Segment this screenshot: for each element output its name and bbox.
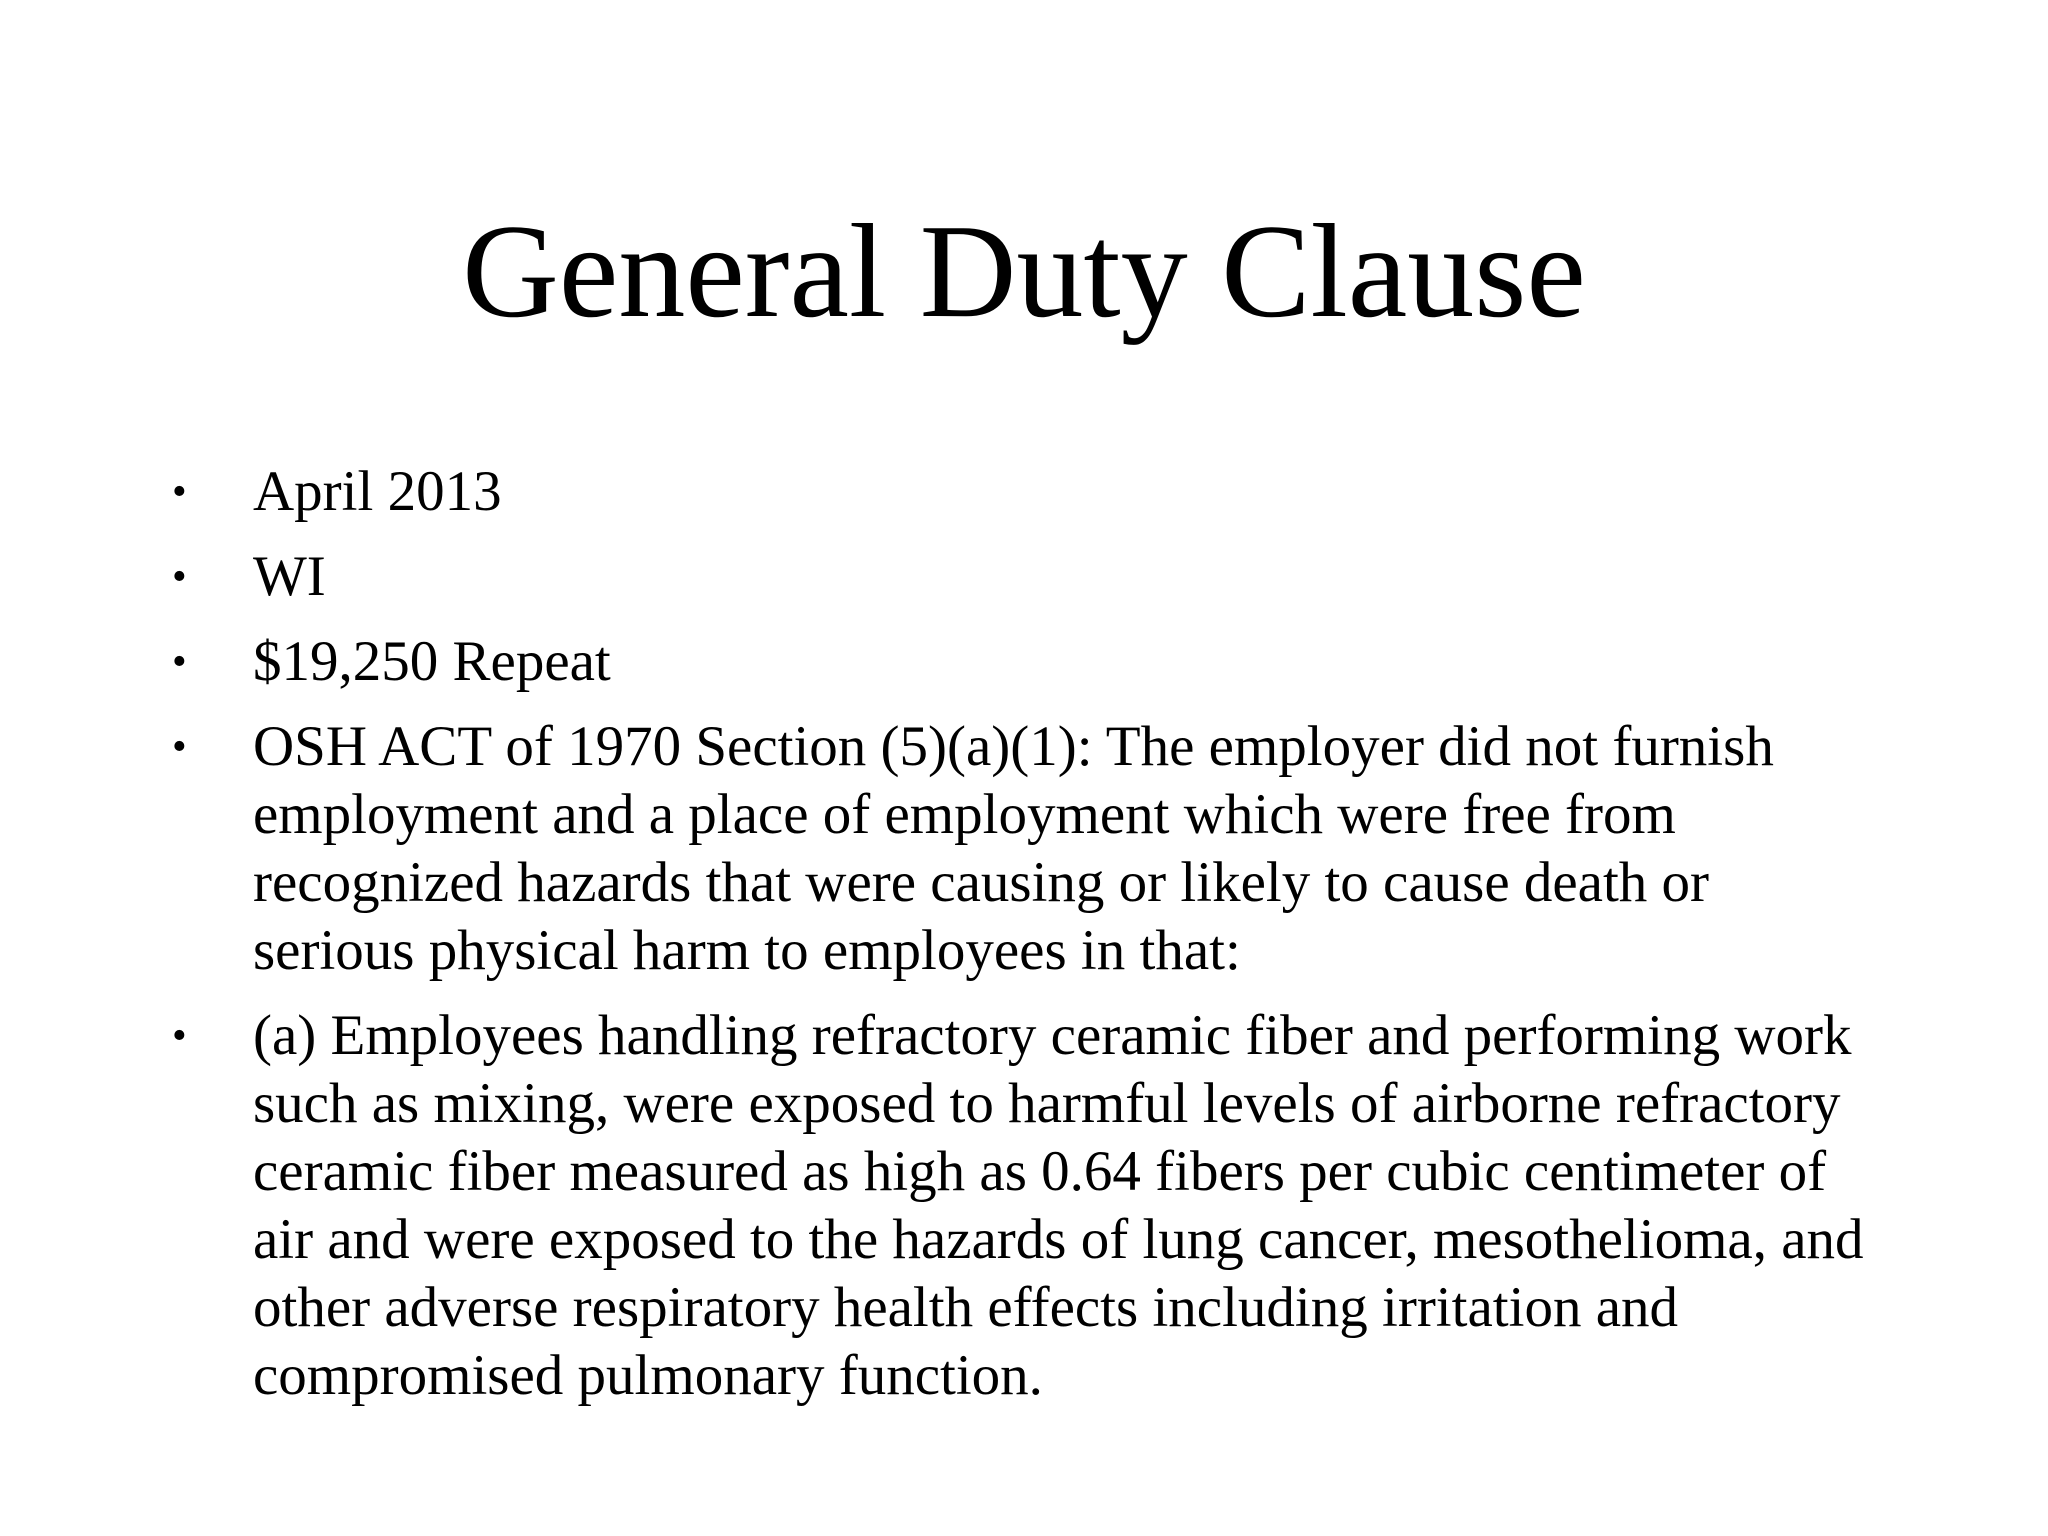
bullet-item-violation-a — [172, 1002, 1912, 1410]
bullet-text-violation-a: (a) Employees handling refractory ceramic fiber and performing work such as mixing, were exposed to harmful levels of airborne refractory ceramic fiber measured as high as 0.64 fibers per cubic centimeter of air and were exposed to the hazards of lung cancer, mesothelioma, and other adverse respiratory health effects including irritation and compromised pulmonary function. — [253, 1004, 1864, 1407]
bullet-item-penalty — [172, 628, 1912, 696]
bullet-text-penalty: $19,250 Repeat — [253, 630, 611, 693]
bullet-list — [172, 458, 1912, 1410]
bullet-text-date: April 2013 — [253, 460, 502, 523]
slide-title: General Duty Clause — [462, 197, 1586, 345]
bullet-item-osh-act — [172, 713, 1912, 985]
bullet-text-state: WI — [253, 545, 326, 608]
bullet-icon: • — [172, 554, 187, 600]
bullet-item-state — [172, 543, 1912, 611]
bullet-item-date — [172, 458, 1912, 526]
bullet-icon: • — [172, 469, 187, 515]
bullet-icon: • — [172, 639, 187, 685]
bullet-text-osh-act: OSH ACT of 1970 Section (5)(a)(1): The employer did not furnish employment and a place of employment which were free from recognized hazards that were causing or likely to cause death or serious physical harm to employees in that: — [253, 715, 1774, 982]
bullet-icon: • — [172, 724, 187, 770]
bullet-icon: • — [172, 1013, 187, 1059]
